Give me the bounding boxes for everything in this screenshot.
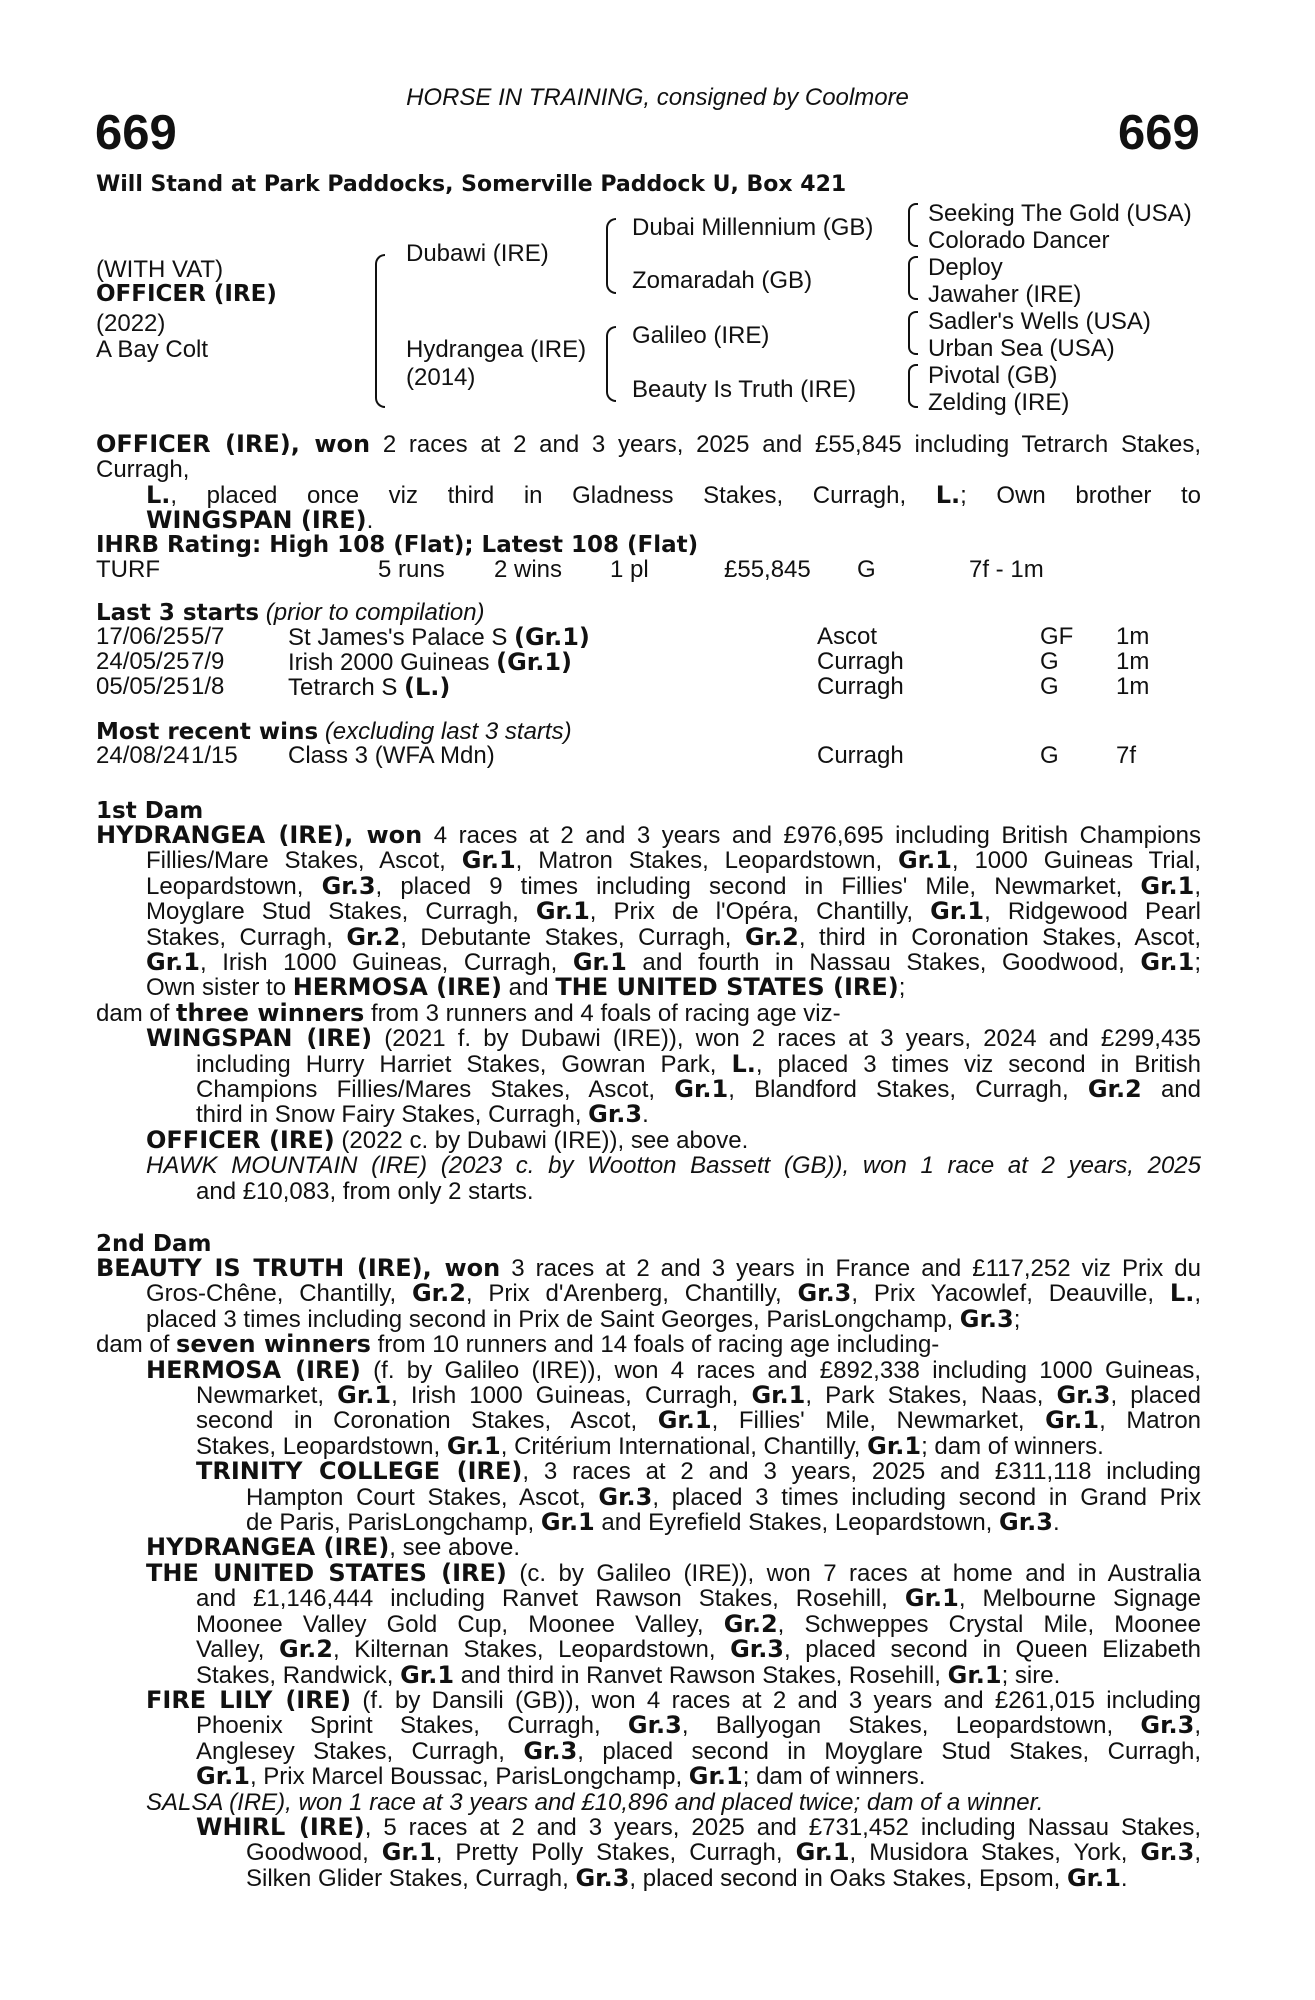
pedigree-bracket <box>908 311 918 355</box>
form-going: G <box>1040 673 1059 700</box>
dam-sire-sire: Sadler's Wells (USA) <box>928 308 1151 335</box>
form-grade: (Gr.1) <box>514 623 590 651</box>
second-dam-text: BEAUTY IS TRUTH (IRE), won 3 races at 2 and 3 years in France and £117,252 viz Prix du Gros-Chêne, Chantilly, Gr.2, Prix d'Arenberg, Chantilly, Gr.3, Prix Yacowlef, Deauville, L., placed 3 times including second in Prix de Saint Georges, ParisLongchamp, Gr.3; dam of seven winners from 10 runners and 14 foals of racing age including- HERMOSA (IRE) (f. by Galileo (IRE)), won 4 races and £892,338 including 1000 Guineas, Newmarket, Gr.1, Irish 1000 Guineas, Curragh, Gr.1, Park Stakes, Naas, Gr.3, placed second in Coronation Stakes, Ascot, Gr.1, Fillies' Mile, Newmarket, Gr.1, Matron Stakes, Leopardstown, Gr.1, Critérium International, Chantilly, Gr.1; dam of winners. TRINITY COLLEGE (IRE), 3 races at 2 and 3 years, 2025 and £311,118 including Hampton Court Stakes, Ascot, Gr.3, placed 3 times including second in Grand Prix de Paris, ParisLongchamp, Gr.1 and Eyrefield Stakes, Leopardstown, Gr.3. HYDRANGEA (IRE), see above. THE UNITED STATES (IRE) (c. by Galileo (IRE)), won 7 races at home and in Australia and £1,146,444 including Ranvet Rawson Stakes, Rosehill, Gr.1, Melbourne Signage Moonee Valley Gold Cup, Moonee Valley, Gr.2, Schweppes Crystal Mile, Moonee Valley, Gr.2, Kilternan Stakes, Leopardstown, Gr.3, placed second in Queen Elizabeth Stakes, Randwick, Gr.1 and third in Ranvet Rawson Stakes, Rosehill, Gr.1; sire. FIRE LILY (IRE) (f. by Dansili (GB)), won 4 races at 2 and 3 years and £261,015 including Phoenix Sprint Stakes, Curragh, Gr.3, Ballyogan Stakes, Leopardstown, Gr.3, Anglesey Stakes, Curragh, Gr.3, placed second in Moyglare Stud Stakes, Curragh, Gr.1, Prix Marcel Boussac, ParisLongchamp, Gr.1; dam of winners. SALSA (IRE), won 1 race at 3 years and £10,896 and placed twice; dam of a winner. WHIRL (IRE), 5 races at 2 and 3 years, 2025 and £731,452 including Nassau Stakes, Goodwood, Gr.1, Pretty Polly Stakes, Curragh, Gr.1, Musidora Stakes, York, Gr.3, Silken Glider Stakes, Curragh, Gr.3, placed second in Oaks Stakes, Epsom, Gr.1. <box>96 1254 1202 1892</box>
vat-note: (WITH VAT) <box>96 256 224 283</box>
pedigree-bracket <box>606 218 616 294</box>
produce-the-united-states: THE UNITED STATES (IRE) <box>146 1558 507 1587</box>
form-race: Class 3 (WFA Mdn) <box>288 742 495 769</box>
dam-sire: Galileo (IRE) <box>632 322 770 349</box>
produce-wingspan: WINGSPAN (IRE) <box>146 1024 373 1053</box>
race-summary: OFFICER (IRE), won 2 races at 2 and 3 years, 2025 and £55,845 including Tetrarch Stakes, Curragh, L., placed once viz third in Gladness Stakes, Curragh, L.; Own brother to WINGSPAN (IRE). <box>96 430 1202 535</box>
produce-officer: OFFICER (IRE) <box>146 1125 335 1154</box>
form-grade: (L.) <box>404 673 451 701</box>
pedigree-bracket <box>908 364 918 408</box>
form-course: Ascot <box>817 623 878 650</box>
sire-dam-sire: Deploy <box>928 254 1003 281</box>
lot-number-left: 669 <box>95 106 177 160</box>
sire-dam-dam: Jawaher (IRE) <box>928 281 1082 308</box>
form-race: St James's Palace S (Gr.1) <box>288 623 590 651</box>
pedigree-bracket <box>375 254 385 408</box>
sire-sire-sire: Seeking The Gold (USA) <box>928 200 1192 227</box>
produce-trinity-college: TRINITY COLLEGE (IRE) <box>196 1457 523 1486</box>
pedigree-bracket <box>908 256 918 300</box>
dam-sire-dam: Urban Sea (USA) <box>928 335 1115 362</box>
form-going: GF <box>1040 623 1074 650</box>
form-dist: 1m <box>1116 648 1150 675</box>
last-starts-heading: Last 3 starts (prior to compilation) <box>96 599 485 626</box>
sire-sire-dam: Colorado Dancer <box>928 227 1110 254</box>
sire-sire: Dubai Millennium (GB) <box>632 214 874 241</box>
produce-salsa: SALSA (IRE), won 1 race at 3 years and £10,896 and placed twice; dam of a winner. <box>146 1788 1044 1816</box>
form-course: Curragh <box>817 648 904 675</box>
form-date: 05/05/25 <box>96 673 190 700</box>
form-grade: (Gr.1) <box>496 648 573 676</box>
lot-number-right: 669 <box>1118 106 1200 160</box>
dam-dam: Beauty Is Truth (IRE) <box>632 376 857 403</box>
first-dam-heading: 1st Dam <box>96 798 204 824</box>
stand-location: Will Stand at Park Paddocks, Somerville Paddock U, Box 421 <box>96 172 847 197</box>
dam-dam-sire: Pivotal (GB) <box>928 362 1058 389</box>
form-pos: 1/8 <box>191 673 225 700</box>
produce-whirl: WHIRL (IRE) <box>196 1812 365 1841</box>
form-course: Curragh <box>817 673 904 700</box>
sire-dam: Zomaradah (GB) <box>632 267 813 294</box>
first-dam-text: HYDRANGEA (IRE), won 4 races at 2 and 3 years and £976,695 including British Champions Fillies/Mare Stakes, Ascot, Gr.1, Matron Stakes, Leopardstown, Gr.1, 1000 Guineas Trial, Leopardstown, Gr.3, placed 9 times including second in Fillies' Mile, Newmarket, Gr.1, Moyglare Stud Stakes, Curragh, Gr.1, Prix de l'Opéra, Chantilly, Gr.1, Ridgewood Pearl Stakes, Curragh, Gr.2, Debutante Stakes, Curragh, Gr.2, third in Coronation Stakes, Ascot, Gr.1, Irish 1000 Guineas, Curragh, Gr.1 and fourth in Nassau Stakes, Goodwood, Gr.1; Own sister to HERMOSA (IRE) and THE UNITED STATES (IRE); dam of three winners from 3 runners and 4 foals of racing age viz- WINGSPAN (IRE) (2021 f. by Dubawi (IRE)), won 2 races at 3 years, 2024 and £299,435 including Hurry Harriet Stakes, Gowran Park, L., placed 3 times viz second in British Champions Fillies/Mares Stakes, Ascot, Gr.1, Blandford Stakes, Curragh, Gr.2 and third in Snow Fairy Stakes, Curragh, Gr.3. OFFICER (IRE) (2022 c. by Dubawi (IRE)), see above. HAWK MOUNTAIN (IRE) (2023 c. by Wootton Bassett (GB)), won 1 race at 2 years, 2025 and £10,083, from only 2 starts. <box>96 821 1202 1205</box>
produce-hawk-mountain: HAWK MOUNTAIN (IRE) (2023 c. by Wootton Bassett (GB)), won 1 race at 2 years, 2025 <box>146 1152 1201 1180</box>
summary-sibling: WINGSPAN (IRE) <box>146 506 367 535</box>
dam-dam-dam: Zelding (IRE) <box>928 389 1070 416</box>
summary-horse-name: OFFICER (IRE) <box>96 430 291 458</box>
form-dist: 1m <box>1116 673 1150 700</box>
horse-description: A Bay Colt <box>96 336 209 363</box>
form-going: G <box>1040 648 1059 675</box>
form-race: Irish 2000 Guineas (Gr.1) <box>288 648 573 676</box>
pedigree-bracket <box>908 203 918 247</box>
second-dam-heading: 2nd Dam <box>96 1231 212 1257</box>
rating-title: IHRB Rating: High 108 (Flat); Latest 108 (Flat) <box>96 532 699 558</box>
produce-hydrangea: HYDRANGEA (IRE) <box>146 1533 390 1562</box>
sire: Dubawi (IRE) <box>406 240 549 267</box>
form-dist: 1m <box>1116 623 1150 650</box>
pedigree-bracket <box>606 326 616 402</box>
recent-wins-heading: Most recent wins (excluding last 3 starts) <box>96 718 572 745</box>
horse-year: (2022) <box>96 310 166 337</box>
form-date: 24/05/25 <box>96 648 190 675</box>
form-pos: 7/9 <box>191 648 225 675</box>
form-pos: 5/7 <box>191 623 225 650</box>
catalogue-header: HORSE IN TRAINING, consigned by Coolmore <box>406 84 909 111</box>
produce-hermosa: HERMOSA (IRE) <box>146 1355 361 1384</box>
form-going: G <box>1040 742 1059 769</box>
form-dist: 7f <box>1116 742 1137 769</box>
form-date: 17/06/25 <box>96 623 190 650</box>
produce-fire-lily: FIRE LILY (IRE) <box>146 1685 352 1714</box>
form-race: Tetrarch S (L.) <box>288 673 451 701</box>
dam: Hydrangea (IRE) <box>406 336 587 363</box>
horse-name: OFFICER (IRE) <box>96 281 277 307</box>
dam-year: (2014) <box>406 364 476 391</box>
form-pos: 1/15 <box>191 742 238 769</box>
form-date: 24/08/24 <box>96 742 190 769</box>
form-course: Curragh <box>817 742 904 769</box>
